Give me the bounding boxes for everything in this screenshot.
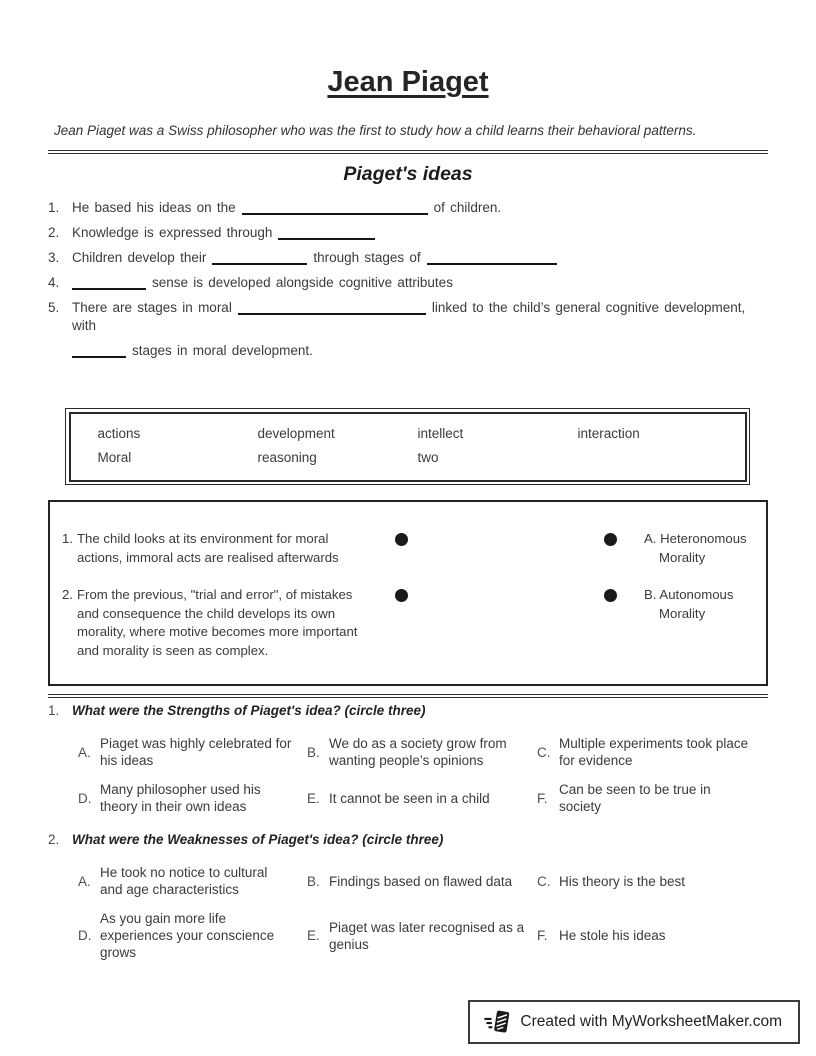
question-text: He based his ideas on the of children. (72, 200, 502, 215)
option-e: E. It cannot be seen in a child (307, 790, 490, 806)
section-divider (48, 150, 768, 154)
match-dot-left (395, 589, 408, 602)
question-5 (48, 299, 768, 360)
option-f: F. He stole his ideas (537, 928, 666, 943)
option-c: C. Multiple experiments took place for evidence (537, 736, 749, 768)
weaknesses-question (48, 831, 768, 849)
question-number: 5. (48, 300, 60, 315)
option-e: E. Piaget was later recognised as a genius (307, 919, 525, 952)
option-f: F. Can be seen to be true in society (537, 782, 711, 814)
question-number: 2. (48, 832, 60, 847)
credit-text: Created with MyWorksheetMaker.com (520, 1013, 782, 1030)
matching-item-number: 1. (62, 531, 73, 546)
section-heading-piagets-ideas: Piaget's ideas (343, 163, 473, 185)
answer-blank (427, 252, 557, 265)
question-number: 3. (48, 250, 60, 265)
worksheet-maker-logo-icon (484, 1007, 511, 1037)
match-dot-right (604, 533, 617, 546)
question-number: 1. (48, 703, 60, 718)
match-dot-right (604, 589, 617, 602)
option-d: D. Many philosopher used his theory in their own ideas (78, 782, 261, 814)
question-text: sense is developed alongside cognitive attributes (72, 274, 768, 292)
matching-item-text: The child looks at its environment for moral actions, immoral acts are realised afterwards (77, 531, 339, 565)
matching-answer-a: A. Heteronomous Morality (644, 531, 747, 565)
matching-item-number: 2. (62, 587, 73, 602)
word-bank-word: actions (97, 425, 141, 441)
question-number: 1. (48, 200, 60, 215)
word-bank-word: Moral (97, 449, 132, 465)
matching-item-2 (62, 586, 766, 660)
section-divider (48, 694, 768, 698)
page-title: Jean Piaget (327, 66, 489, 98)
option-a: A. Piaget was highly celebrated for his ideas (78, 736, 292, 768)
word-bank-word: reasoning (257, 449, 317, 465)
answer-blank (242, 202, 428, 215)
word-bank (65, 408, 750, 485)
word-bank-word: intellect (417, 425, 464, 441)
option-a: A. He took no notice to cultural and age characteristics (78, 865, 268, 897)
fill-in-blank-questions (48, 199, 768, 360)
answer-blank (278, 227, 375, 240)
answer-blank (238, 302, 426, 315)
word-bank-word: two (417, 449, 439, 465)
matching-answer-b: B. Autonomous Morality (644, 587, 734, 621)
word-bank-word: interaction (577, 425, 640, 441)
page-subtitle: Jean Piaget was a Swiss philosopher who was the first to study how a child learns their behavioral patterns. (54, 123, 697, 138)
weaknesses-options (78, 864, 768, 961)
matching-item-text: From the previous, "trial and error", of mistakes and consequence the child develops its own morality, where motive becomes more important and morality is seen as complex. (77, 587, 358, 658)
word-bank-word: development (257, 425, 335, 441)
answer-blank (72, 345, 126, 358)
question-text: Children develop their through stages of (72, 249, 768, 267)
matching-item-1 (62, 530, 766, 567)
question-1 (48, 199, 768, 217)
question-3 (48, 249, 768, 267)
question-number: 4. (48, 275, 60, 290)
question-text: There are stages in moral linked to the child’s general cognitive development, with stages in moral development. (72, 300, 746, 358)
question-text: What were the Strengths of Piaget's idea? (circle three) (72, 703, 426, 718)
match-dot-left (395, 533, 408, 546)
question-4 (48, 274, 768, 292)
option-b: B. We do as a society grow from wanting people’s opinions (307, 736, 507, 768)
strengths-question (48, 702, 768, 720)
question-text: Knowledge is expressed through (72, 224, 768, 242)
worksheet-maker-credit (468, 1000, 800, 1044)
question-text: What were the Weaknesses of Piaget's idea? (circle three) (72, 832, 444, 847)
option-d: D. As you gain more life experiences your conscience grows (78, 911, 275, 960)
answer-blank (212, 252, 307, 265)
matching-section (48, 500, 768, 686)
question-number: 2. (48, 225, 60, 240)
answer-blank (72, 277, 146, 290)
option-b: B. Findings based on flawed data (307, 873, 513, 889)
strengths-options (78, 735, 768, 815)
question-2 (48, 224, 768, 242)
option-c: C. His theory is the best (537, 873, 686, 889)
